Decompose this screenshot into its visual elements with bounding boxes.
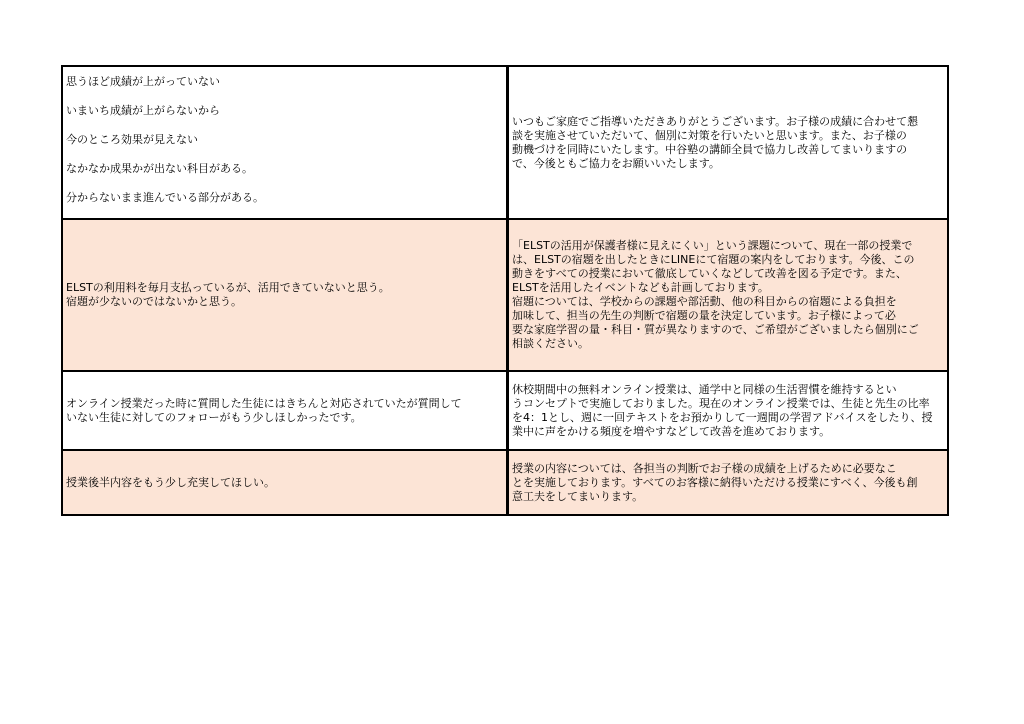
table-cell-response[interactable] <box>509 220 947 372</box>
response-line: 相談ください。 <box>512 337 589 350</box>
response-line: 動きをすべての授業において徹底していくなどして改善を図る予定です。また、 <box>512 267 907 280</box>
feedback-line: 思うほど成績が上がっていない <box>66 75 220 88</box>
response-line: 要な家庭学習の量・科目・質が異なりますので、ご希望がございましたら個別にご <box>512 323 919 336</box>
feedback-line: なかなか成果かが出ない科目がある。 <box>66 162 253 175</box>
table-cell-response[interactable] <box>509 372 947 451</box>
response-line: ELSTを活用したイベントなども計画しております。 <box>512 281 769 294</box>
table-cell-feedback[interactable] <box>63 67 506 220</box>
feedback-line: 分からないまま進んでいる部分がある。 <box>66 191 264 204</box>
response-line: いつもご家庭でご指導いただきありがとうございます。お子様の成績に合わせて懇 <box>512 114 919 128</box>
response-line: 談を実施させていただいて、個別に対策を行いたいと思います。また、お子様の <box>512 128 907 142</box>
table-cell-response[interactable] <box>509 451 947 514</box>
feedback-line: 今のところ効果が見えない <box>66 133 198 146</box>
feedback-line: 授業後半内容をもう少し充実してほしい。 <box>66 475 275 489</box>
table-cell-feedback[interactable] <box>63 372 506 451</box>
response-line: は、ELSTの宿題を出したときにLINEにて宿題の案内をしております。今後、この <box>512 253 915 266</box>
response-line: で、今後ともご協力をお願いいたします。 <box>512 156 720 170</box>
table-cell-response[interactable] <box>509 67 947 220</box>
response-line: 「ELSTの活用が保護者様に見えにくい」という課題について、現在一部の授業で <box>512 239 913 252</box>
response-line: 業中に声をかける頻度を増やすなどして改善を進めております。 <box>512 424 831 438</box>
response-line: 意工夫をしてまいります。 <box>512 489 644 503</box>
feedback-table <box>61 65 949 516</box>
response-line: うコンセプトで実施しておりました。現在のオンライン授業では、生徒と先生の比率 <box>512 396 930 410</box>
response-line: 授業の内容については、各担当の判断でお子様の成績を上げるために必要なこ <box>512 461 897 475</box>
table-cell-feedback[interactable] <box>63 451 506 514</box>
feedback-line: オンライン授業だった時に質問した生徒にはきちんと対応されていたが質問して <box>66 396 462 410</box>
response-line: 加味して、担当の先生の判断で宿題の量を決定しています。お子様によって必 <box>512 309 896 322</box>
response-line: 休校期間中の無料オンライン授業は、通学中と同様の生活習慣を維持するとい <box>512 382 897 396</box>
feedback-line: 宿題が少ないのではないかと思う。 <box>66 295 242 308</box>
response-line: を4：1とし、週に一回テキストをお預かりして一週間の学習アドバイスをしたり、授 <box>512 410 933 424</box>
feedback-line: ELSTの利用料を毎月支払っているが、活用できていないと思う。 <box>66 281 390 294</box>
table-cell-feedback[interactable] <box>63 220 506 372</box>
response-line: 宿題については、学校からの課題や部活動、他の科目からの宿題による負担を <box>512 295 897 308</box>
feedback-line: いない生徒に対してのフォローがもう少しほしかったです。 <box>66 410 362 424</box>
response-line: とを実施しております。すべてのお客様に納得いただける授業にすべく、今後も創 <box>512 475 918 489</box>
feedback-line: いまいち成績が上がらないから <box>66 104 220 117</box>
response-line: 動機づけを同時にいたします。中谷塾の講師全員で協力し改善してまいりますの <box>512 142 908 156</box>
